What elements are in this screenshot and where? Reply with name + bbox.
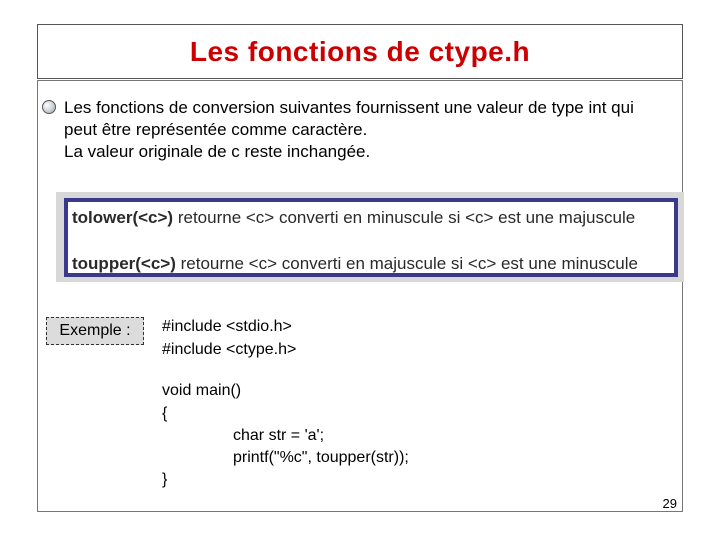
intro-line: Les fonctions de conversion suivantes fournissent une valeur de type int qui: [64, 98, 634, 117]
bullet-icon: [42, 100, 56, 114]
code-line: printf("%c", toupper(str));: [233, 449, 409, 466]
function-description: retourne <c> converti en majuscule si <c> est une minuscule: [180, 254, 638, 273]
intro-text: [64, 97, 634, 163]
intro-line: peut être représentée comme caractère.: [64, 120, 368, 139]
function-description: retourne <c> converti en minuscule si <c> est une majuscule: [177, 208, 636, 227]
example-label: Exemple :: [46, 317, 144, 345]
function-name: tolower(<c>): [72, 208, 174, 227]
code-line: {: [162, 405, 168, 422]
code-line: #include <ctype.h>: [162, 341, 297, 358]
intro-line: La valeur originale de c reste inchangée.: [64, 142, 371, 161]
code-line: void main(): [162, 382, 242, 399]
page-number: 29: [662, 496, 677, 511]
code-line: #include <stdio.h>: [162, 318, 292, 335]
title-box: [37, 24, 683, 79]
function-row-tolower: [72, 208, 635, 228]
code-line: }: [162, 471, 168, 488]
slide-title: Les fonctions de ctype.h: [189, 36, 531, 67]
function-row-toupper: [72, 254, 638, 274]
code-line: char str = 'a';: [233, 427, 325, 444]
function-name: toupper(<c>): [72, 254, 176, 273]
